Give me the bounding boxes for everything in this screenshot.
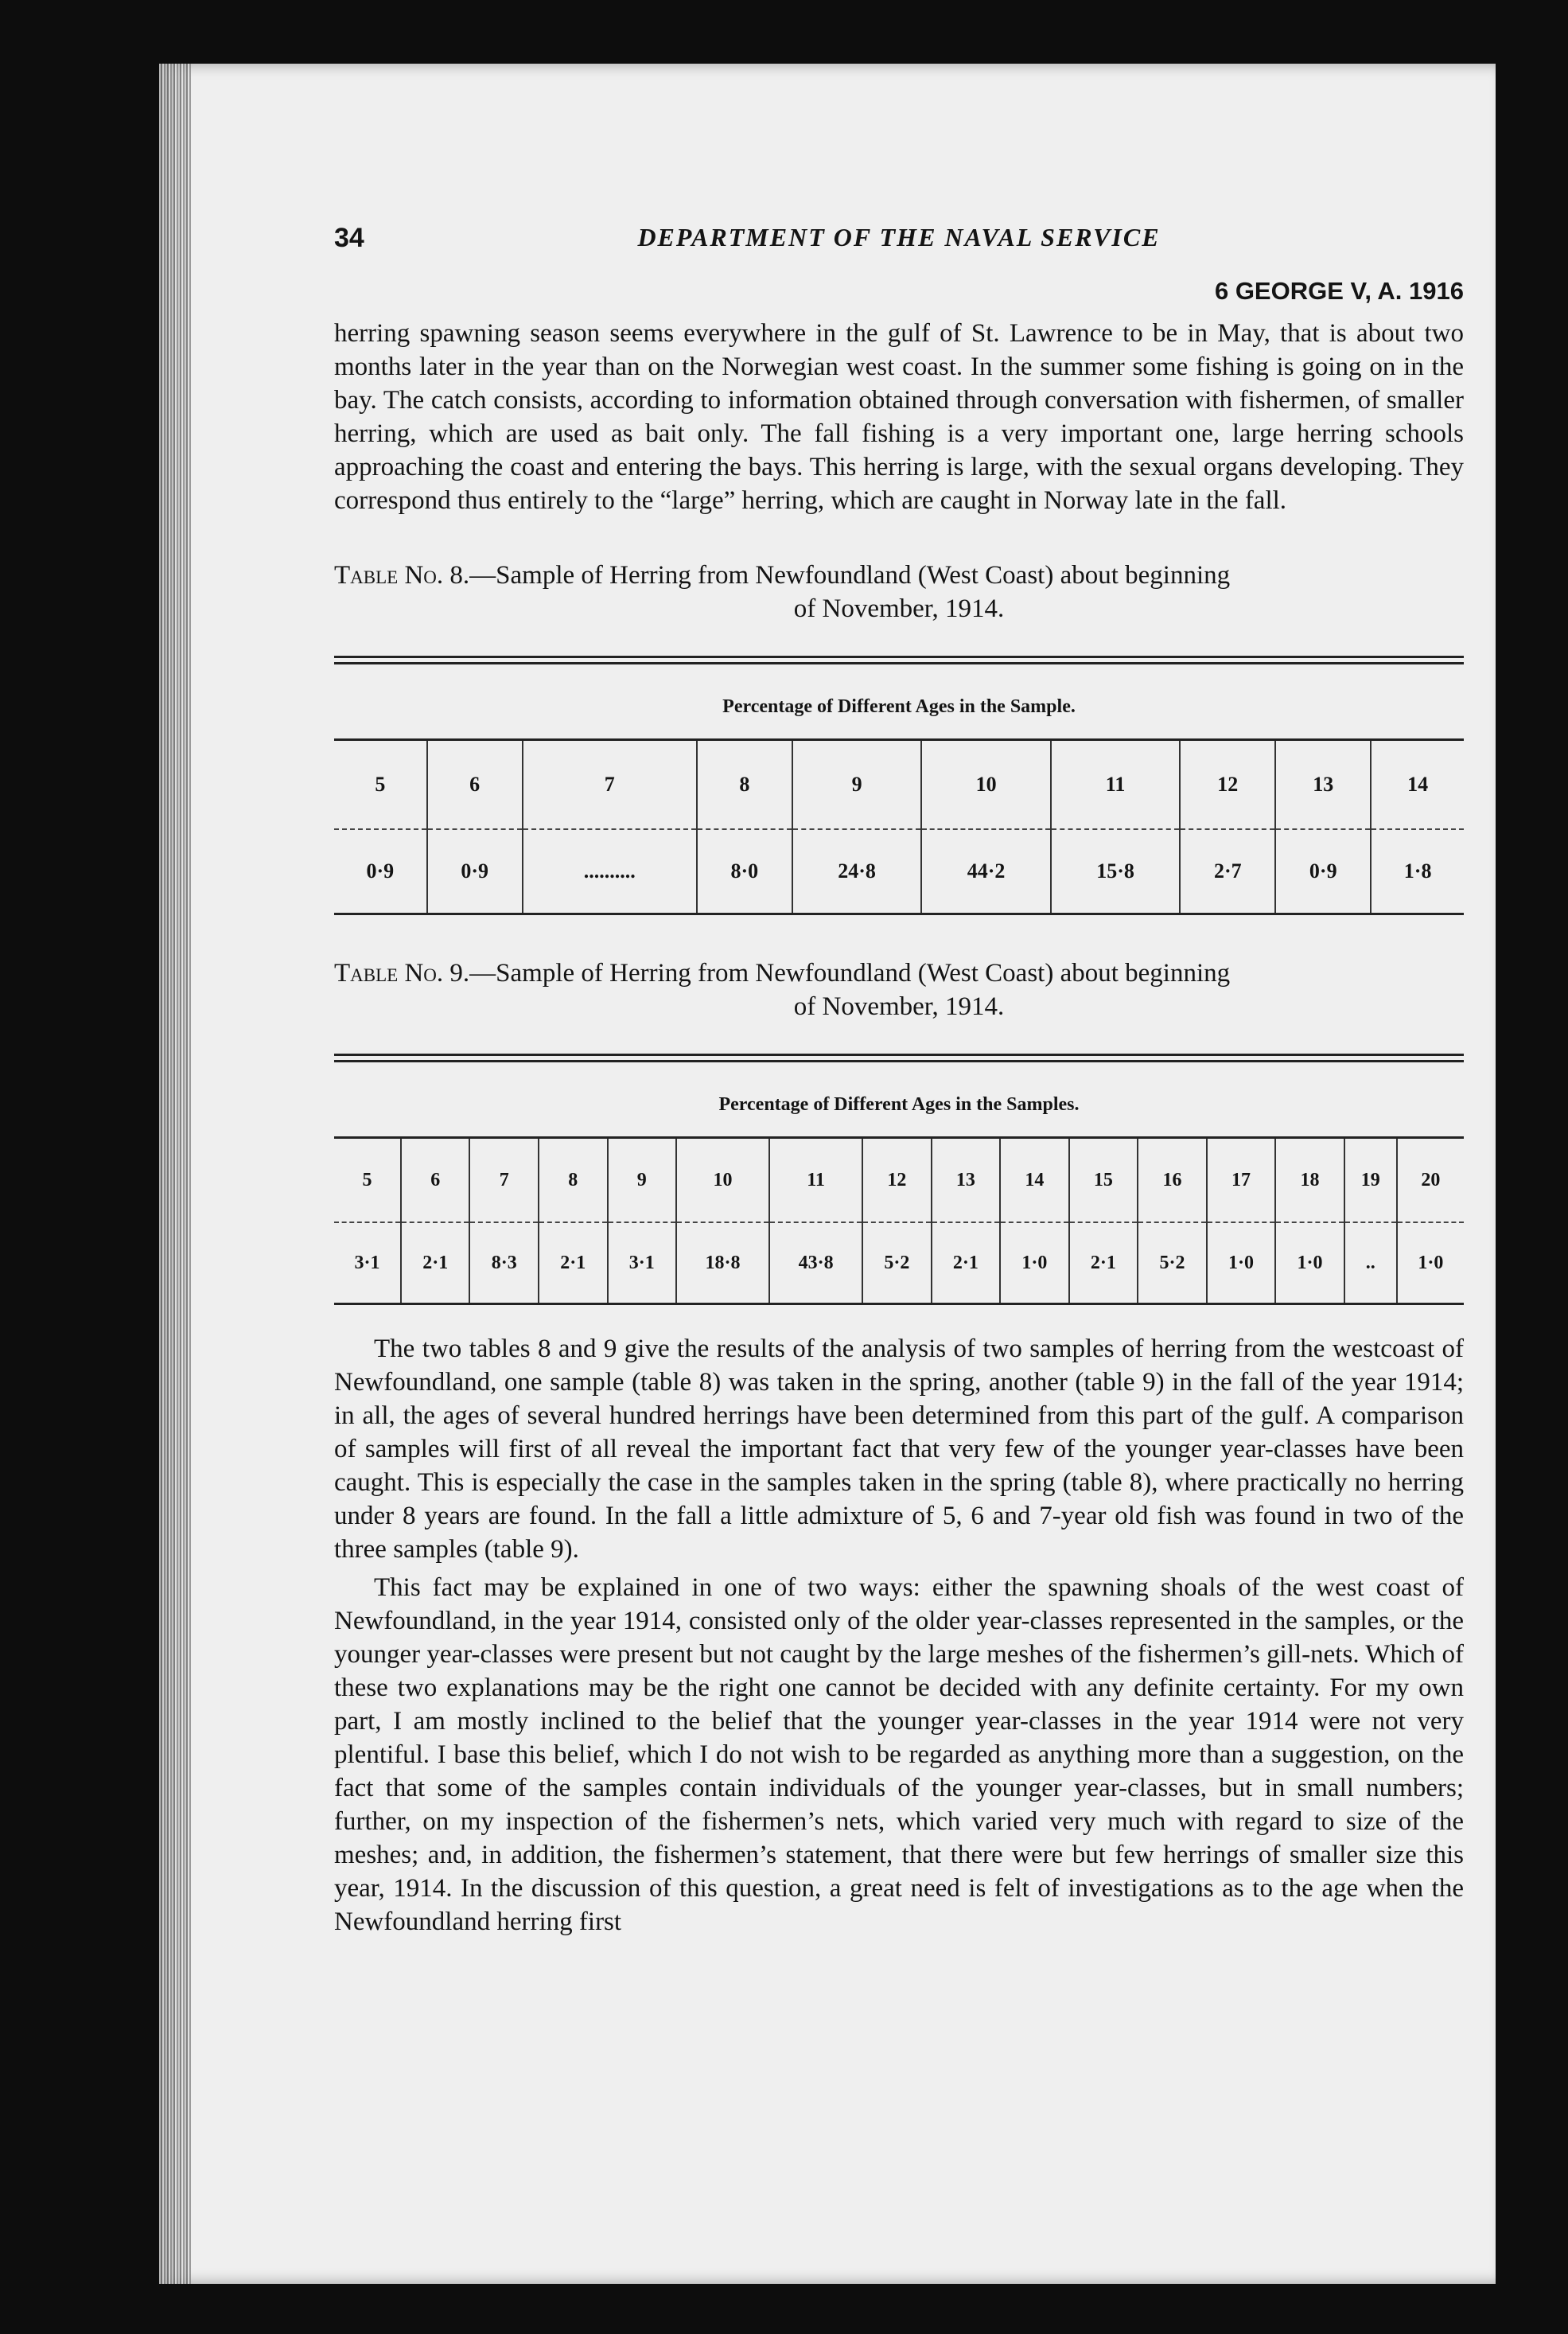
age-cell: 8 (539, 1138, 608, 1223)
age-cell: 18 (1275, 1138, 1344, 1223)
age-cell: 14 (1000, 1138, 1069, 1223)
age-cell: 5 (334, 1138, 401, 1223)
percentage-cell: .. (1344, 1222, 1397, 1304)
age-cell: 12 (862, 1138, 932, 1223)
session-label: 6 GEORGE V, A. 1916 (1214, 277, 1464, 305)
age-cell: 9 (792, 740, 922, 830)
table8-label: Table No. 8. (334, 561, 470, 590)
table8-caption-line2: of November, 1914. (793, 594, 1005, 623)
table9-percentage-row (334, 1222, 1464, 1304)
age-cell: 13 (932, 1138, 1001, 1223)
age-cell: 15 (1069, 1138, 1138, 1223)
percentage-cell: 1·0 (1275, 1222, 1344, 1304)
age-cell: 19 (1344, 1138, 1397, 1223)
percentage-cell: 2·1 (1069, 1222, 1138, 1304)
table9-label: Table No. 9. (334, 959, 470, 988)
book-spine-edge (159, 64, 191, 2284)
percentage-cell: .......... (523, 829, 697, 914)
table9 (334, 1136, 1464, 1305)
percentage-cell: 43·8 (769, 1222, 862, 1304)
percentage-cell: 8·3 (469, 1222, 539, 1304)
page-number: 34 (334, 223, 364, 253)
discussion (334, 1332, 1464, 1939)
percentage-cell: 5·2 (862, 1222, 932, 1304)
percentage-cell: 3·1 (334, 1222, 401, 1304)
age-cell: 14 (1371, 740, 1464, 830)
percentage-cell: 1·8 (1371, 829, 1464, 914)
percentage-cell: 0·9 (427, 829, 523, 914)
age-cell: 10 (921, 740, 1051, 830)
age-cell: 10 (676, 1138, 769, 1223)
age-cell: 5 (334, 740, 427, 830)
age-cell: 7 (523, 740, 697, 830)
table8-caption (334, 559, 1464, 625)
percentage-cell: 2·7 (1180, 829, 1275, 914)
table8-double-rule (334, 656, 1464, 664)
percentage-cell: 44·2 (921, 829, 1051, 914)
page-header (334, 223, 1464, 271)
table9-heading: Percentage of Different Ages in the Samples. (718, 1094, 1080, 1115)
table9-age-row (334, 1138, 1464, 1223)
age-cell: 6 (427, 740, 523, 830)
age-cell: 8 (697, 740, 792, 830)
percentage-cell: 3·1 (608, 1222, 677, 1304)
table9-caption (334, 957, 1464, 1023)
running-head: DEPARTMENT OF THE NAVAL SERVICE (637, 223, 1161, 251)
age-cell: 13 (1275, 740, 1371, 830)
age-cell: 7 (469, 1138, 539, 1223)
table9-caption-text: —Sample of Herring from Newfoundland (West Coast) about beginning (469, 959, 1231, 988)
table9-caption-line2: of November, 1914. (793, 992, 1005, 1021)
percentage-cell: 2·1 (932, 1222, 1001, 1304)
page-content (334, 223, 1464, 1939)
percentage-cell: 24·8 (792, 829, 922, 914)
percentage-cell: 8·0 (697, 829, 792, 914)
table8 (334, 738, 1464, 915)
age-cell: 20 (1397, 1138, 1464, 1223)
percentage-cell: 1·0 (1397, 1222, 1464, 1304)
percentage-cell: 1·0 (1000, 1222, 1069, 1304)
percentage-cell: 1·0 (1207, 1222, 1276, 1304)
percentage-cell: 15·8 (1051, 829, 1181, 914)
age-cell: 11 (769, 1138, 862, 1223)
percentage-cell: 18·8 (676, 1222, 769, 1304)
age-cell: 12 (1180, 740, 1275, 830)
paragraph: This fact may be explained in one of two ways: either the spawning shoals of the west coast of Newfoundland, in the year 1914, consisted only of the older year-classes represented in the samples, or the younger year-classes were present but not caught by the large meshes of the fishermen’s gill-nets. Which of these two explanations may be the right one cannot be decided with any definite certainty. For my own part, I am mostly inclined to the belief that the younger year-classes in the year 1914 were not very plentiful. I base this belief, which I do not wish to be regarded as anything more than a suggestion, on the fact that some of the samples contain individuals of the younger year-classes, but in small numbers; further, on my inspection of the fishermen’s nets, which varied very much with regard to size of the meshes; and, in addition, the fishermen’s statement, that there were but few herrings of smaller size this year, 1914. In the discussion of this question, a great need is felt of investigations as to the age when the Newfoundland herring first (334, 1573, 1464, 1936)
percentage-cell: 2·1 (539, 1222, 608, 1304)
age-cell: 6 (401, 1138, 470, 1223)
table8-age-row (334, 740, 1464, 830)
age-cell: 11 (1051, 740, 1181, 830)
intro-paragraph: herring spawning season seems everywhere in the gulf of St. Lawrence to be in May, that is about two months later in the year than on the Norwegian west coast. In the summer some fishing is going on in the bay. The catch consists, according to information obtained through conversation with fishermen, of smaller herring, which are used as bait only. The fall fishing is a very important one, large herring schools approaching the coast and entering the bays. This herring is large, with the sexual organs developing. They correspond thus entirely to the “large” herring, which are caught in Norway late in the fall. (334, 319, 1464, 515)
age-cell: 16 (1138, 1138, 1207, 1223)
age-cell: 9 (608, 1138, 677, 1223)
percentage-cell: 0·9 (1275, 829, 1371, 914)
table8-percentage-row (334, 829, 1464, 914)
paragraph: The two tables 8 and 9 give the results of the analysis of two samples of herring from the westcoast of Newfoundland, one sample (table 8) was taken in the spring, another (table 9) in the fall of the year 1914; in all, the ages of several hundred herrings have been determined from this part of the gulf. A comparison of samples will first of all reveal the important fact that very few of the younger year-classes have been caught. This is especially the case in the samples taken in the spring (table 8), where practically no herring under 8 years are found. In the fall a little admixture of 5, 6 and 7-year old fish was found in two of the three samples (table 9). (334, 1335, 1464, 1564)
percentage-cell: 2·1 (401, 1222, 470, 1304)
table9-double-rule (334, 1054, 1464, 1062)
age-cell: 17 (1207, 1138, 1276, 1223)
table8-heading: Percentage of Different Ages in the Sample. (722, 696, 1076, 717)
table8-caption-text: —Sample of Herring from Newfoundland (West Coast) about beginning (469, 561, 1231, 590)
percentage-cell: 0·9 (334, 829, 427, 914)
percentage-cell: 5·2 (1138, 1222, 1207, 1304)
